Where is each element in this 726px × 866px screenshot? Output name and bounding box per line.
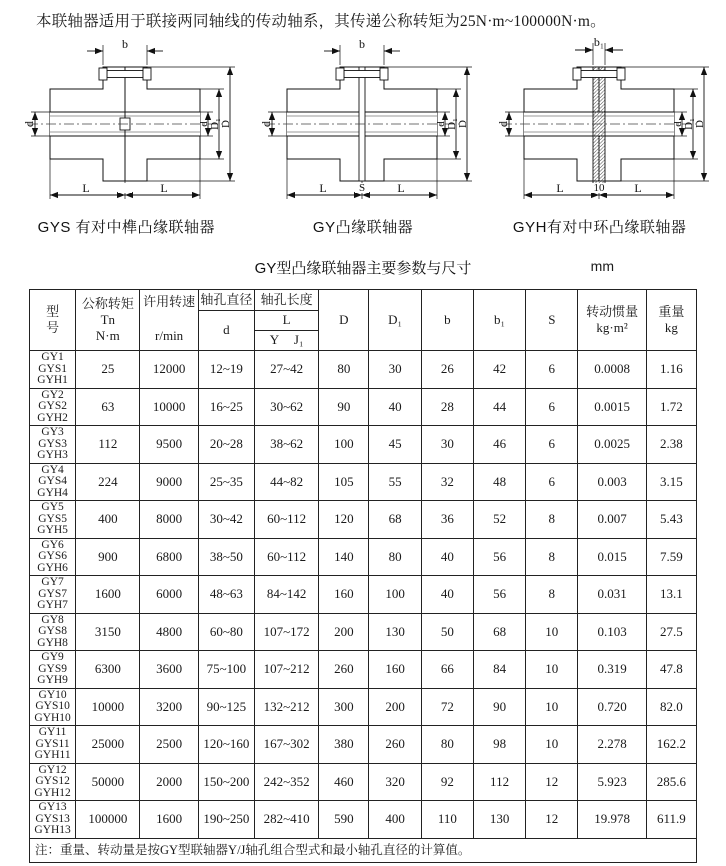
diagram-caption-gys: GYS 有对中榫凸缘联轴器 bbox=[37, 219, 216, 236]
speed-cell: 9500 bbox=[140, 426, 198, 464]
dim-label-L-right: L bbox=[397, 181, 405, 195]
inertia-cell: 0.319 bbox=[578, 651, 646, 689]
b1-cell: 84 bbox=[473, 651, 525, 689]
D1-cell: 30 bbox=[369, 351, 421, 389]
D-cell: 80 bbox=[319, 351, 369, 389]
b-cell: 72 bbox=[421, 688, 473, 726]
dim-label-d1: D₁ bbox=[209, 118, 222, 130]
b1-cell: 52 bbox=[473, 501, 525, 539]
inertia-cell: 19.978 bbox=[578, 801, 646, 839]
inertia-cell: 0.015 bbox=[578, 538, 646, 576]
model-cell: GY8 GYS8 GYH8 bbox=[30, 613, 76, 651]
torque-cell: 63 bbox=[76, 388, 140, 426]
table-row bbox=[30, 651, 697, 689]
b1-cell: 68 bbox=[473, 613, 525, 651]
D1-cell: 400 bbox=[369, 801, 421, 839]
model-cell: GY3 GYS3 GYH3 bbox=[30, 426, 76, 464]
dim-label-d-left: d bbox=[495, 121, 510, 127]
bore-length-cell: 84~142 bbox=[254, 576, 318, 614]
inertia-cell: 0.0025 bbox=[578, 426, 646, 464]
diagram-gyh bbox=[481, 35, 718, 237]
weight-cell: 285.6 bbox=[646, 763, 696, 801]
header-speed: 许用转速 r/min bbox=[140, 290, 198, 351]
D-cell: 140 bbox=[319, 538, 369, 576]
torque-cell: 100000 bbox=[76, 801, 140, 839]
bore-length-cell: 27~42 bbox=[254, 351, 318, 389]
D-cell: 460 bbox=[319, 763, 369, 801]
coupling-body bbox=[265, 67, 459, 181]
model-cell: GY2 GYS2 GYH2 bbox=[30, 388, 76, 426]
diagram-gys bbox=[8, 35, 245, 237]
table-note: 注：重量、转动量是按GY型联轴器Y/J轴孔组合型式和最小轴孔直径的计算值。 bbox=[30, 838, 697, 863]
torque-cell: 1600 bbox=[76, 576, 140, 614]
D1-cell: 100 bbox=[369, 576, 421, 614]
coupling-body bbox=[502, 67, 696, 187]
header-bore-length-YJ: Y J₁ bbox=[254, 331, 318, 351]
bore-length-cell: 60~112 bbox=[254, 501, 318, 539]
b-cell: 50 bbox=[421, 613, 473, 651]
table-row bbox=[30, 538, 697, 576]
table-row bbox=[30, 576, 697, 614]
header-model: 型 号 bbox=[30, 290, 76, 351]
b-cell: 66 bbox=[421, 651, 473, 689]
speed-cell: 6000 bbox=[140, 576, 198, 614]
model-cell: GY13 GYS13 GYH13 bbox=[30, 801, 76, 839]
dim-label-L-left: L bbox=[82, 181, 90, 195]
b1-cell: 90 bbox=[473, 688, 525, 726]
diagram-gy bbox=[245, 35, 482, 237]
weight-cell: 162.2 bbox=[646, 726, 696, 764]
dim-label-b: b bbox=[359, 37, 365, 51]
bore-diameter-cell: 120~160 bbox=[198, 726, 254, 764]
speed-cell: 9000 bbox=[140, 463, 198, 501]
D-cell: 300 bbox=[319, 688, 369, 726]
S-cell: 10 bbox=[526, 613, 578, 651]
b1-cell: 56 bbox=[473, 576, 525, 614]
inertia-cell: 0.720 bbox=[578, 688, 646, 726]
dim-label-b: b bbox=[122, 37, 129, 51]
bore-length-cell: 167~302 bbox=[254, 726, 318, 764]
speed-cell: 3200 bbox=[140, 688, 198, 726]
D1-cell: 40 bbox=[369, 388, 421, 426]
D-cell: 105 bbox=[319, 463, 369, 501]
bore-length-cell: 242~352 bbox=[254, 763, 318, 801]
header-b: b bbox=[421, 290, 473, 351]
bore-diameter-cell: 12~19 bbox=[198, 351, 254, 389]
coupling-body bbox=[28, 67, 222, 181]
b1-cell: 44 bbox=[473, 388, 525, 426]
speed-cell: 2500 bbox=[140, 726, 198, 764]
model-cell: GY10 GYS10 GYH10 bbox=[30, 688, 76, 726]
D-cell: 200 bbox=[319, 613, 369, 651]
bore-diameter-cell: 150~200 bbox=[198, 763, 254, 801]
table-row bbox=[30, 726, 697, 764]
bore-diameter-cell: 16~25 bbox=[198, 388, 254, 426]
table-header bbox=[30, 290, 697, 351]
intro-text: 本联轴器适用于联接两同轴线的传动轴系，其传递公称转矩为25N·m~100000N·m。 bbox=[36, 13, 606, 30]
table-footer bbox=[30, 838, 697, 863]
dim-label-d-left: d bbox=[259, 121, 273, 127]
S-cell: 10 bbox=[526, 651, 578, 689]
D1-cell: 260 bbox=[369, 726, 421, 764]
table-row bbox=[30, 763, 697, 801]
b1-cell: 48 bbox=[473, 463, 525, 501]
dim-label-d1: D₁ bbox=[446, 118, 458, 130]
inertia-cell: 0.0008 bbox=[578, 351, 646, 389]
speed-cell: 6800 bbox=[140, 538, 198, 576]
bore-diameter-cell: 48~63 bbox=[198, 576, 254, 614]
bore-diameter-cell: 190~250 bbox=[198, 801, 254, 839]
dim-label-L-left: L bbox=[319, 181, 327, 195]
header-weight: 重量 kg bbox=[646, 290, 696, 351]
spacer-ring bbox=[593, 67, 605, 187]
weight-cell: 1.16 bbox=[646, 351, 696, 389]
b-cell: 26 bbox=[421, 351, 473, 389]
S-cell: 8 bbox=[526, 538, 578, 576]
D-cell: 590 bbox=[319, 801, 369, 839]
D-cell: 90 bbox=[319, 388, 369, 426]
bore-length-cell: 282~410 bbox=[254, 801, 318, 839]
torque-cell: 50000 bbox=[76, 763, 140, 801]
table-row bbox=[30, 688, 697, 726]
table-row bbox=[30, 388, 697, 426]
dim-label-d-right: d bbox=[671, 121, 684, 127]
dim-label-S: S bbox=[358, 182, 366, 194]
S-cell: 8 bbox=[526, 576, 578, 614]
S-cell: 6 bbox=[526, 388, 578, 426]
header-bore-length-L: L bbox=[254, 311, 318, 331]
model-cell: GY5 GYS5 GYH5 bbox=[30, 501, 76, 539]
b-cell: 28 bbox=[421, 388, 473, 426]
bore-length-cell: 107~212 bbox=[254, 651, 318, 689]
table-row bbox=[30, 501, 697, 539]
b1-cell: 56 bbox=[473, 538, 525, 576]
bore-diameter-cell: 25~35 bbox=[198, 463, 254, 501]
dim-label-ring-width: 10 bbox=[593, 182, 605, 194]
D1-cell: 55 bbox=[369, 463, 421, 501]
parameters-table bbox=[29, 289, 697, 863]
weight-cell: 13.1 bbox=[646, 576, 696, 614]
torque-cell: 25 bbox=[76, 351, 140, 389]
model-cell: GY6 GYS6 GYH6 bbox=[30, 538, 76, 576]
b1-cell: 112 bbox=[473, 763, 525, 801]
bore-diameter-cell: 60~80 bbox=[198, 613, 254, 651]
b1-cell: 98 bbox=[473, 726, 525, 764]
torque-cell: 900 bbox=[76, 538, 140, 576]
table-title: GY型凸缘联轴器主要参数与尺寸 bbox=[254, 260, 472, 277]
table-row bbox=[30, 801, 697, 839]
bore-diameter-cell: 90~125 bbox=[198, 688, 254, 726]
b-cell: 36 bbox=[421, 501, 473, 539]
D-cell: 160 bbox=[319, 576, 369, 614]
b-cell: 40 bbox=[421, 576, 473, 614]
D1-cell: 45 bbox=[369, 426, 421, 464]
b-cell: 92 bbox=[421, 763, 473, 801]
b1-cell: 42 bbox=[473, 351, 525, 389]
torque-cell: 25000 bbox=[76, 726, 140, 764]
header-S: S bbox=[526, 290, 578, 351]
table-title-row bbox=[0, 257, 726, 281]
model-cell: GY1 GYS1 GYH1 bbox=[30, 351, 76, 389]
weight-cell: 82.0 bbox=[646, 688, 696, 726]
D1-cell: 200 bbox=[369, 688, 421, 726]
b-cell: 80 bbox=[421, 726, 473, 764]
torque-cell: 6300 bbox=[76, 651, 140, 689]
S-cell: 6 bbox=[526, 463, 578, 501]
model-cell: GY7 GYS7 GYH7 bbox=[30, 576, 76, 614]
S-cell: 6 bbox=[526, 351, 578, 389]
weight-cell: 7.59 bbox=[646, 538, 696, 576]
weight-cell: 5.43 bbox=[646, 501, 696, 539]
torque-cell: 400 bbox=[76, 501, 140, 539]
dim-label-d-right: d bbox=[198, 121, 211, 127]
inertia-cell: 0.007 bbox=[578, 501, 646, 539]
dim-label-L-right: L bbox=[160, 181, 168, 195]
bore-length-cell: 132~212 bbox=[254, 688, 318, 726]
bore-diameter-cell: 75~100 bbox=[198, 651, 254, 689]
bore-diameter-cell: 38~50 bbox=[198, 538, 254, 576]
speed-cell: 10000 bbox=[140, 388, 198, 426]
D-cell: 100 bbox=[319, 426, 369, 464]
weight-cell: 2.38 bbox=[646, 426, 696, 464]
dim-label-d-left: d bbox=[22, 121, 37, 127]
speed-cell: 8000 bbox=[140, 501, 198, 539]
gys-coupling-drawing bbox=[14, 35, 238, 213]
inertia-cell: 5.923 bbox=[578, 763, 646, 801]
b-cell: 40 bbox=[421, 538, 473, 576]
weight-cell: 611.9 bbox=[646, 801, 696, 839]
weight-cell: 27.5 bbox=[646, 613, 696, 651]
b-cell: 30 bbox=[421, 426, 473, 464]
S-cell: 10 bbox=[526, 688, 578, 726]
S-cell: 10 bbox=[526, 726, 578, 764]
S-cell: 8 bbox=[526, 501, 578, 539]
header-b1: b₁ bbox=[473, 290, 525, 351]
model-cell: GY9 GYS9 GYH9 bbox=[30, 651, 76, 689]
dim-label-D: D bbox=[457, 120, 469, 128]
b-cell: 32 bbox=[421, 463, 473, 501]
inertia-cell: 0.0015 bbox=[578, 388, 646, 426]
D-cell: 120 bbox=[319, 501, 369, 539]
table-row bbox=[30, 463, 697, 501]
b1-cell: 46 bbox=[473, 426, 525, 464]
diagram-caption-gy: GY凸缘联轴器 bbox=[312, 219, 414, 236]
gy-coupling-drawing bbox=[251, 35, 475, 213]
bore-length-cell: 38~62 bbox=[254, 426, 318, 464]
inertia-cell: 0.003 bbox=[578, 463, 646, 501]
torque-cell: 112 bbox=[76, 426, 140, 464]
dim-label-d-right: d bbox=[435, 121, 447, 127]
model-cell: GY12 GYS12 GYH12 bbox=[30, 763, 76, 801]
torque-cell: 3150 bbox=[76, 613, 140, 651]
table-row bbox=[30, 426, 697, 464]
header-bore-diameter-d: d bbox=[198, 311, 254, 351]
dim-label-L-right: L bbox=[634, 181, 642, 195]
header-D1: D₁ bbox=[369, 290, 421, 351]
table-row bbox=[30, 351, 697, 389]
header-bore-length: 轴孔长度 bbox=[254, 290, 318, 311]
dim-label-d1: D₁ bbox=[682, 118, 695, 130]
diagrams-row bbox=[0, 35, 726, 237]
inertia-cell: 0.103 bbox=[578, 613, 646, 651]
S-cell: 6 bbox=[526, 426, 578, 464]
table-body bbox=[30, 351, 697, 839]
bore-length-cell: 44~82 bbox=[254, 463, 318, 501]
model-cell: GY11 GYS11 GYH11 bbox=[30, 726, 76, 764]
D1-cell: 130 bbox=[369, 613, 421, 651]
diagram-caption-gyh: GYH有对中环凸缘联轴器 bbox=[512, 219, 687, 236]
bore-diameter-cell: 20~28 bbox=[198, 426, 254, 464]
bore-diameter-cell: 30~42 bbox=[198, 501, 254, 539]
inertia-cell: 2.278 bbox=[578, 726, 646, 764]
speed-cell: 1600 bbox=[140, 801, 198, 839]
header-D: D bbox=[319, 290, 369, 351]
dim-label-b1: b₁ bbox=[593, 35, 604, 49]
bore-length-cell: 30~62 bbox=[254, 388, 318, 426]
b-cell: 110 bbox=[421, 801, 473, 839]
D1-cell: 68 bbox=[369, 501, 421, 539]
dim-label-L-left: L bbox=[556, 181, 564, 195]
speed-cell: 2000 bbox=[140, 763, 198, 801]
D-cell: 380 bbox=[319, 726, 369, 764]
weight-cell: 3.15 bbox=[646, 463, 696, 501]
b1-cell: 130 bbox=[473, 801, 525, 839]
speed-cell: 4800 bbox=[140, 613, 198, 651]
weight-cell: 1.72 bbox=[646, 388, 696, 426]
bore-length-cell: 107~172 bbox=[254, 613, 318, 651]
unit-label: mm bbox=[590, 258, 614, 274]
torque-cell: 224 bbox=[76, 463, 140, 501]
table-row bbox=[30, 613, 697, 651]
D-cell: 260 bbox=[319, 651, 369, 689]
inertia-cell: 0.031 bbox=[578, 576, 646, 614]
header-bore-diameter: 轴孔直径 bbox=[198, 290, 254, 311]
dim-label-D: D bbox=[693, 120, 706, 128]
D1-cell: 80 bbox=[369, 538, 421, 576]
speed-cell: 12000 bbox=[140, 351, 198, 389]
speed-cell: 3600 bbox=[140, 651, 198, 689]
weight-cell: 47.8 bbox=[646, 651, 696, 689]
model-cell: GY4 GYS4 GYH4 bbox=[30, 463, 76, 501]
gyh-coupling-drawing bbox=[488, 35, 712, 213]
dim-label-D: D bbox=[220, 120, 233, 128]
torque-cell: 10000 bbox=[76, 688, 140, 726]
S-cell: 12 bbox=[526, 763, 578, 801]
header-inertia: 转动惯量 kg·m² bbox=[578, 290, 646, 351]
D1-cell: 160 bbox=[369, 651, 421, 689]
header-torque: 公称转矩 Tn N·m bbox=[76, 290, 140, 351]
D1-cell: 320 bbox=[369, 763, 421, 801]
bore-length-cell: 60~112 bbox=[254, 538, 318, 576]
S-cell: 12 bbox=[526, 801, 578, 839]
